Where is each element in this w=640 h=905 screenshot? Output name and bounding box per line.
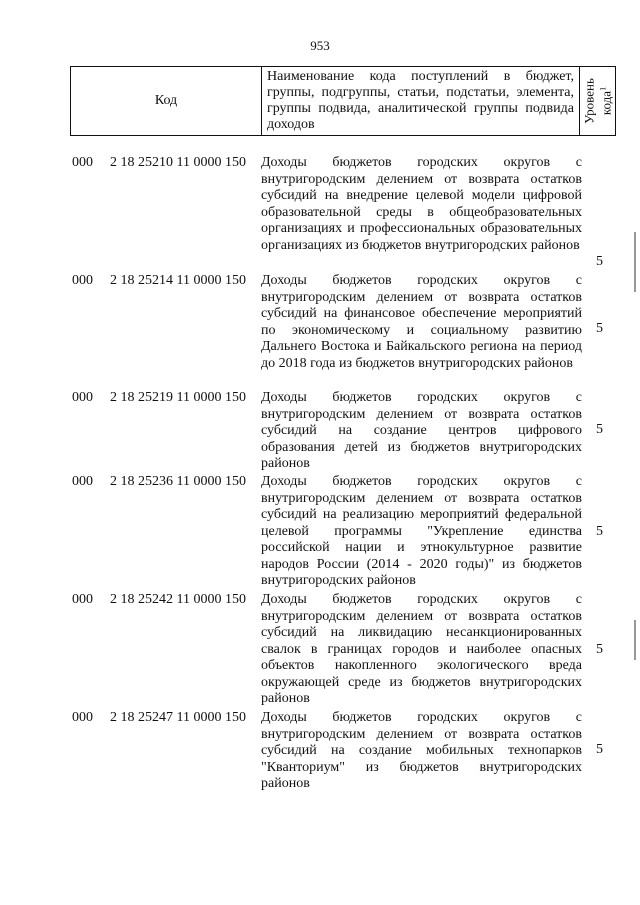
row-description: Доходы бюджетов городских округов с внутригородским делением от возврата остатков субсидий на создание центров цифрового образования детей из бюджетов внутригородских районов	[261, 390, 582, 471]
row-description: Доходы бюджетов городских округов с внутригородским делением от возврата остатков субсидий на финансовое обеспечение мероприятий по экономическому и социальному развитию Дальнего Востока и Байкальского региона на период до 2018 года из бюджетов внутригородских районов	[261, 273, 582, 371]
row-code: 2 18 25219 11 0000 150	[110, 390, 246, 405]
row-prefix: 000	[72, 155, 93, 170]
header-level-label	[582, 78, 613, 124]
row-description: Доходы бюджетов городских округов с внутригородским делением от возврата остатков субсидий на создание мобильных технопарков "Кванториум" из бюджетов внутригородских районов	[261, 710, 582, 791]
row-level: 5	[596, 524, 603, 539]
row-code: 2 18 25214 11 0000 150	[110, 273, 246, 288]
row-level: 5	[596, 742, 603, 757]
row-level: 5	[596, 642, 603, 657]
scan-edge-mark	[634, 620, 636, 660]
header-level-line1: Уровень	[580, 78, 596, 124]
header-code-label: Код	[71, 67, 262, 135]
row-description: Доходы бюджетов городских округов с внутригородским делением от возврата остатков субсидий на ликвидацию несанкционированных свалок в границах городов и наиболее опасных объектов накопленного экологического вреда окружающей среде из бюджетов внутригородских районов	[261, 592, 582, 706]
row-level: 5	[596, 254, 603, 269]
row-prefix: 000	[72, 710, 93, 725]
header-name-label: Наименование кода поступлений в бюджет, группы, подгруппы, статьи, подстатьи, элемента, группы подвида, аналитической группы подвида доходов	[262, 67, 580, 135]
row-prefix: 000	[72, 390, 93, 405]
row-level: 5	[596, 422, 603, 437]
row-code: 2 18 25236 11 0000 150	[110, 474, 246, 489]
row-code: 2 18 25242 11 0000 150	[110, 592, 246, 607]
header-level-footnote: 1	[597, 86, 607, 91]
page-number: 953	[310, 38, 330, 53]
row-prefix: 000	[72, 474, 93, 489]
header-level-line2: кода	[598, 90, 614, 116]
header-level-cell	[580, 67, 615, 135]
row-level: 5	[596, 321, 603, 336]
row-prefix: 000	[72, 592, 93, 607]
table-header	[70, 66, 616, 136]
row-description: Доходы бюджетов городских округов с внутригородским делением от возврата остатков субсидий на реализацию мероприятий федеральной целевой программы "Укрепление единства российской нации и этнокультурное развитие народов России (2014 - 2020 годы)" из бюджетов внутригородских районов	[261, 474, 582, 588]
row-description: Доходы бюджетов городских округов с внутригородским делением от возврата остатков субсидий на внедрение целевой модели цифровой образовательной среды в общеобразовательных организациях и профессиональных образовательных организациях из бюджетов внутригородских районов	[261, 155, 582, 253]
scan-edge-mark	[634, 232, 636, 292]
row-code: 2 18 25247 11 0000 150	[110, 710, 246, 725]
row-prefix: 000	[72, 273, 93, 288]
row-code: 2 18 25210 11 0000 150	[110, 155, 246, 170]
